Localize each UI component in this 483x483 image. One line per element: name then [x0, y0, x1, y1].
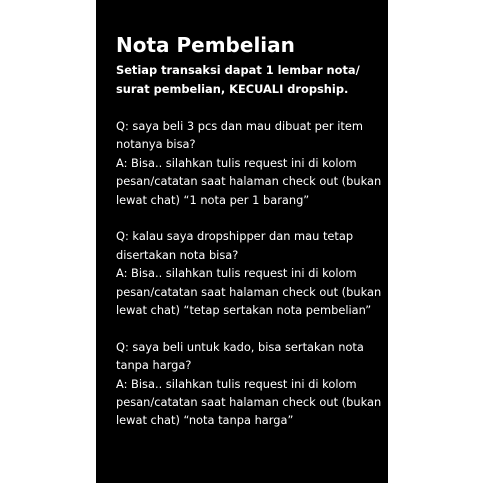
faq-answer: A: Bisa.. silahkan tulis request ini di kolom pesan/catatan saat halaman check out (bukan lewat chat) “nota tanpa harga”	[116, 376, 382, 428]
faq-question: Q: saya beli 3 pcs dan mau dibuat per item notanya bisa?	[116, 119, 363, 152]
faq-answer: A: Bisa.. silahkan tulis request ini di kolom pesan/catatan saat halaman check out (bukan lewat chat) “tetap sertakan nota pembelian”	[116, 266, 382, 318]
faq-question: Q: kalau saya dropshipper dan mau tetap disertakan nota bisa?	[116, 229, 354, 262]
page-title: Nota Pembelian	[116, 33, 295, 57]
faq-question: Q: saya beli untuk kado, bisa sertakan nota tanpa harga?	[116, 339, 364, 373]
faq-list	[116, 117, 382, 448]
faq-item	[116, 227, 382, 319]
faq-answer: A: Bisa.. silahkan tulis request ini di kolom pesan/catatan saat halaman check out (bukan lewat chat) “1 nota per 1 barang”	[116, 155, 382, 207]
info-card	[96, 0, 388, 483]
faq-item	[116, 117, 382, 209]
faq-item	[116, 338, 382, 430]
subtitle: Setiap transaksi dapat 1 lembar nota/ surat pembelian, KECUALI dropship.	[116, 63, 360, 96]
